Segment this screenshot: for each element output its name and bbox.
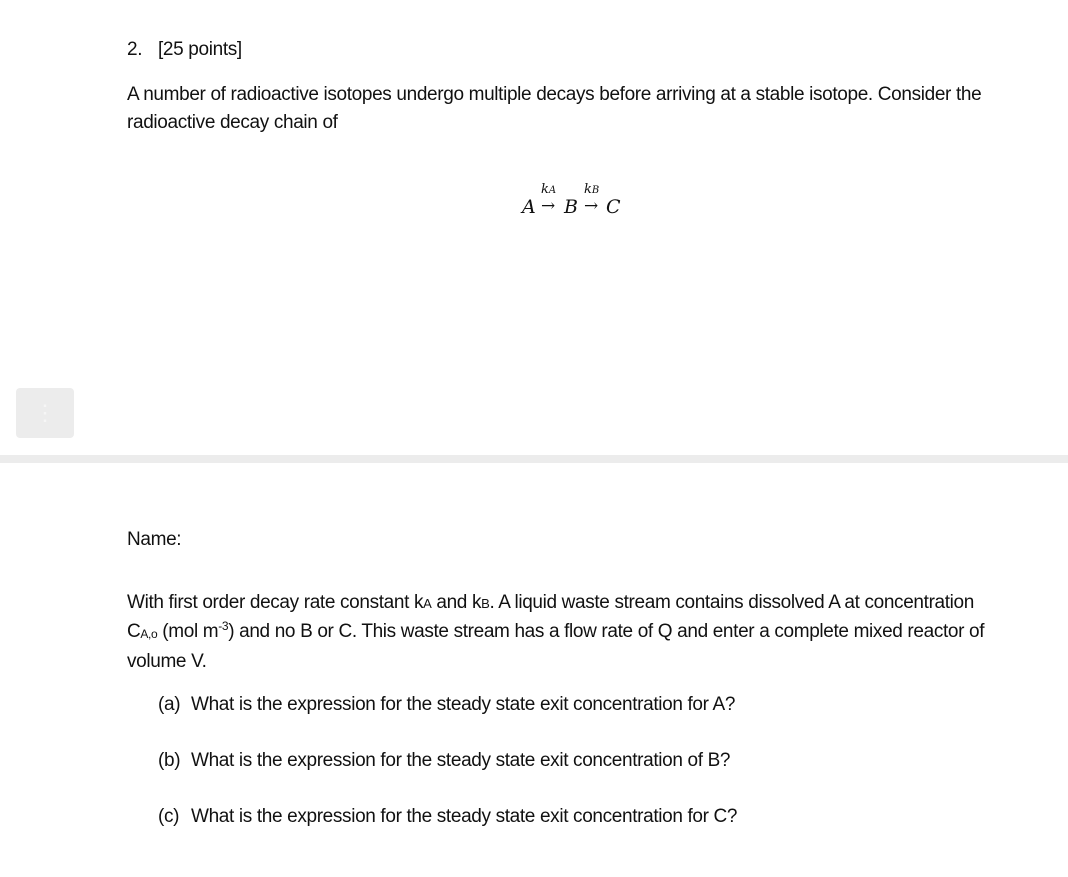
rate-k-symbol: k	[584, 182, 592, 197]
problem-line-2	[127, 618, 984, 648]
problem-text: . A liquid waste stream contains dissolved A at concentration	[489, 592, 974, 613]
species-b: B	[564, 196, 578, 218]
species-a: A	[522, 196, 536, 218]
question-number: 2.	[127, 39, 143, 60]
reaction-arrow-1: →	[541, 196, 556, 216]
decay-chain-equation	[520, 180, 630, 220]
species-c: C	[606, 196, 621, 218]
question-heading	[127, 36, 242, 64]
problem-statement	[127, 589, 984, 676]
ka-subscript: A	[423, 596, 432, 611]
page-separator	[0, 455, 1068, 463]
unit-exponent: -3	[218, 619, 229, 633]
question-points: [25 points]	[158, 39, 242, 60]
side-menu-button[interactable]	[16, 388, 74, 438]
problem-text: With first order decay rate constant k	[127, 592, 424, 613]
part-question: What is the expression for the steady state exit concentration of B?	[191, 750, 731, 771]
concentration-symbol: C	[127, 621, 141, 642]
part-question: What is the expression for the steady state exit concentration for C?	[191, 806, 738, 827]
part-a	[158, 691, 735, 719]
concentration-subscript: A,o	[140, 627, 158, 641]
part-label: (b)	[158, 750, 181, 771]
rate-kb-subscript: B	[591, 185, 600, 196]
part-question: What is the expression for the steady state exit concentration for A?	[191, 694, 736, 715]
kb-subscript: B	[481, 596, 490, 611]
reaction-arrow-2: →	[584, 196, 599, 216]
question-intro	[127, 81, 981, 137]
part-c	[158, 803, 737, 831]
problem-line-1	[127, 589, 984, 618]
part-label: (c)	[158, 806, 180, 827]
problem-text: ) and no B or C. This waste stream has a flow rate of Q and enter a complete mixed reactor of	[228, 621, 985, 642]
problem-text: and k	[431, 592, 482, 613]
part-b	[158, 747, 730, 775]
vertical-dots-icon: ⋮	[34, 400, 56, 425]
rate-k-symbol: k	[541, 182, 549, 197]
intro-line-2: radioactive decay chain of	[127, 112, 338, 133]
rate-ka-subscript: A	[548, 185, 557, 196]
name-label: Name:	[127, 529, 182, 550]
part-label: (a)	[158, 694, 181, 715]
problem-line-3: volume V.	[127, 651, 207, 672]
problem-text: (mol m	[157, 621, 219, 642]
intro-line-1: A number of radioactive isotopes undergo multiple decays before arriving at a stable isotope. Consider the	[127, 84, 982, 105]
